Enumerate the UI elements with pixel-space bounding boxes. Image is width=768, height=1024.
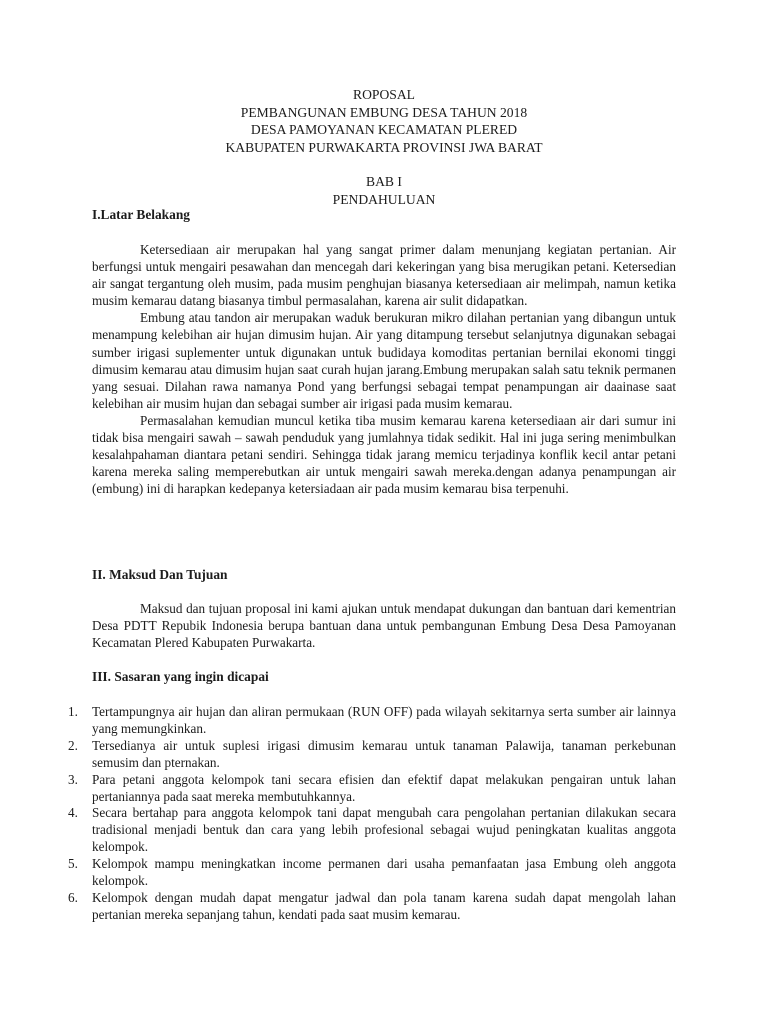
list-item-number: 6.	[68, 889, 78, 905]
list-item-number: 4.	[68, 805, 78, 821]
list-item-number: 3.	[68, 771, 78, 787]
list-item	[60, 805, 676, 856]
list-item-number: 2.	[68, 737, 78, 753]
list-item-text: Tertampungnya air hujan dan aliran permukaan (RUN OFF) pada wilayah sekitarnya serta sumber air lainnya yang memungkinkan.	[92, 704, 676, 736]
list-item-text: Para petani anggota kelompok tani secara efisien dan efektif dapat melakukan pengairan untuk lahan pertaniannya pada saat mereka membutuhkannya.	[92, 771, 676, 804]
section-heading-maksud-tujuan: II. Maksud Dan Tujuan	[92, 567, 228, 582]
list-item	[60, 704, 676, 738]
paragraph: Permasalahan kemudian muncul ketika tiba musim kemarau karena ketersediaan air dari sumur ini tidak bisa mengairi sawah – sawah penduduk yang jumlahnya tidak sedikit. Hal ini juga sering menimbulkan kesalahpahaman diantara petani sendiri. Sehingga tidak jarang memicu terjadinya konflik kecil antar petani karena mereka saling memperebutkan air untuk mengairi sawah mereka.dengan adanya penampungan air (embung) ini di harapkan kedepanya ketersiadaan air pada musim kemarau bisa terpenuhi.	[92, 412, 676, 497]
section-body-maksud-tujuan	[92, 600, 676, 651]
goals-list	[60, 704, 676, 924]
section-heading-sasaran: III. Sasaran yang ingin dicapai	[92, 669, 269, 684]
title-line-4: KABUPATEN PURWAKARTA PROVINSI JWA BARAT	[225, 139, 543, 155]
paragraph: Embung atau tandon air merupakan waduk berukuran mikro dilahan pertanian yang dibangun untuk menampung kelebihan air hujan dimusim hujan. Air yang ditampung tersebut selanjutnya digunakan sebagai sumber irigasi suplementer untuk digunakan untuk budidaya komoditas pertanian bernilai ekonomi tinggi dimusim kemarau atau dimusim hujan saat curah hujan jarang.Embung merupakan salah satu teknik permanen yang sesuai. Dilahan rawa namanya Pond yang berfungsi sebagai tempat penampungan air daainase saat kelebihan air musim hujan dan sebagai sumber air irigasi pada musim kemarau.	[92, 310, 676, 411]
paragraph: Maksud dan tujuan proposal ini kami ajukan untuk mendapat dukungan dan bantuan dari kementrian Desa PDTT Repubik Indonesia berupa bantuan dana untuk pembangunan Embung Desa Desa Pamoyanan Kecamatan Plered Kabupaten Purwakarta.	[92, 601, 676, 651]
list-item	[60, 738, 676, 772]
chapter-heading	[0, 173, 768, 208]
chapter-name: PENDAHULUAN	[332, 191, 436, 207]
title-line-1: ROPOSAL	[353, 87, 415, 102]
list-item-number: 1.	[68, 704, 78, 719]
title-line-3: DESA PAMOYANAN KECAMATAN PLERED	[250, 122, 518, 138]
list-item-text: Kelompok dengan mudah dapat mengatur jadwal dan pola tanam karena sudah dapat mengolah lahan pertanian mereka sepanjang tahun, kendati pada saat musim kemarau.	[92, 889, 676, 922]
list-item-text: Secara bertahap para anggota kelompok tani dapat mengubah cara pengolahan pertanian dilakukan secara tradisional menjadi bentuk dan cara yang lebih profesional sebagai wujud peningkatan kualitas anggota kelompok.	[92, 805, 676, 855]
document-title	[0, 86, 768, 156]
section-heading-latar-belakang: I.Latar Belakang	[92, 207, 190, 222]
list-item	[60, 890, 676, 924]
list-item-text: Kelompok mampu meningkatkan income permanen dari usaha pemanfaatan jasa Embung oleh anggota kelompok.	[92, 856, 676, 889]
title-line-2: PEMBANGUNAN EMBUNG DESA TAHUN 2018	[240, 104, 528, 120]
list-item	[60, 772, 676, 806]
list-item-number: 5.	[68, 856, 78, 872]
list-item	[60, 856, 676, 890]
list-item-text: Tersedianya air untuk suplesi irigasi dimusim kemarau untuk tanaman Palawija, tanaman perkebunan semusim dan pternakan.	[92, 737, 676, 770]
chapter-number: BAB I	[366, 174, 402, 189]
paragraph: Ketersediaan air merupakan hal yang sangat primer dalam menunjang kegiatan pertanian. Air berfungsi untuk mengairi pesawahan dan mencegah dari kekeringan yang bisa merugikan petani. Ketersedian air sangat tergantung oleh musim, pada musim penghujan biasanya ketersediaan air melimpah, namun ketika musim kemarau datang biasanya timbul permasalahan, karena air sulit didapatkan.	[92, 242, 676, 309]
section-body-latar-belakang	[92, 241, 676, 497]
